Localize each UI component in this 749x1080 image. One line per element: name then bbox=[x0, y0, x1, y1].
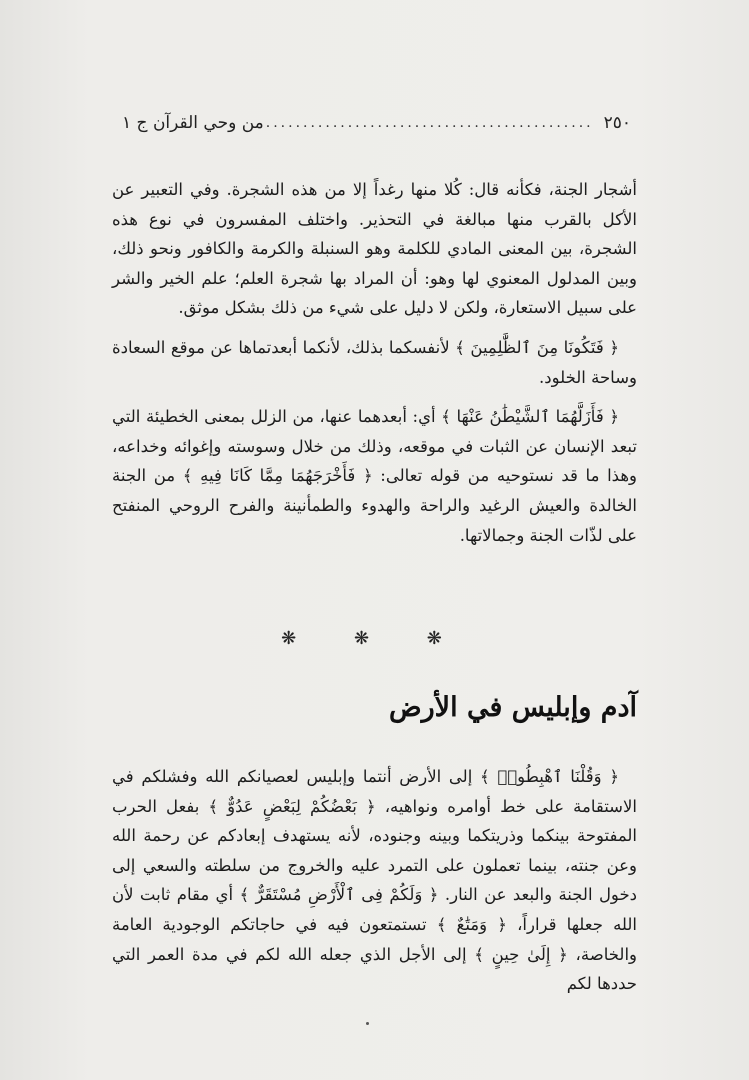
book-title: من وحي القرآن ج ١ bbox=[122, 113, 264, 133]
paragraph-tree-interpretation: أشجار الجنة، فكأنه قال: كُلا منها رغداً إلا من هذه الشجرة. وفي التعبير عن الأكل بالقرب منها مبالغة في التحذير. واختلف المفسرون في نوع هذه الشجرة، بين المعنى المادي للكلمة وهو السنبلة والكرمة والكافور ونحو ذلك، وبين المدلول المعنوي لها وهو: أن المراد بها شجرة العلم؛ علم الخير والشر على سبيل الاستعارة، ولكن لا دليل على شيء من ذلك بشكل موثق. bbox=[112, 180, 637, 318]
paragraph-wrongdoers: ﴿ فَتَكُونَا مِنَ ٱلظَّٰلِمِينَ ﴾ لأنفسكما بذلك، لأنكما أبعدتماها عن موقع السعادة وساحة الخلود. bbox=[112, 337, 637, 387]
running-header bbox=[122, 108, 631, 138]
header-dot-leader: ............................................ bbox=[265, 115, 594, 131]
section-body bbox=[112, 762, 637, 999]
body-text bbox=[112, 175, 637, 550]
page-number: ٢٥٠ bbox=[603, 113, 631, 133]
paragraph-descent: ﴿ وَقُلْنَا ٱهْبِطُوا۟ ﴾ إلى الأرض أنتما وإبليس لعصيانكم الله وفشلكم في الاستقامة على خط أوامره ونواهيه، ﴿ بَعْضُكُمْ لِبَعْضٍ عَدُوٌّ ﴾ بفعل الحرب المفتوحة بينكما وذريتكما وبينه وجنوده، لأنه يستهدف إبعادكم عن رحمة الله وعن جنته، بينما تعملون على التمرد عليه والخروج من سلطته والسعي إلى دخول الجنة والبعد عن النار. ﴿ وَلَكُمْ فِى ٱلْأَرْضِ مُسْتَقَرٌّ ﴾ أي مقام ثابت لأن الله جعلها قراراً، ﴿ وَمَتَٰعٌ ﴾ تستمتعون فيه في حاجاتكم الوجودية العامة والخاصة، ﴿ إِلَىٰ حِينٍ ﴾ إلى الأجل الذي جعله الله لكم في مدة العمر التي حددها لكم bbox=[112, 767, 637, 994]
paragraph-satan-slip: ﴿ فَأَزَلَّهُمَا ٱلشَّيْطَٰنُ عَنْهَا ﴾ أي: أبعدهما عنها، من الزلل بمعنى الخطيئة التي تبعد الإنسان عن الثبات في موقعه، وذلك من خلال وسوسته وإغوائه وخداعه، وهذا ما قد نستوحيه من قوله تعالى: ﴿ فَأَخْرَجَهُمَا مِمَّا كَانَا فِيهِ ﴾ من الجنة الخالدة والعيش الرغيد والراحة والهدوء والطمأنينة والفرح الروحي المنفتح على لذّات الجنة وجمالاتها. bbox=[112, 407, 637, 545]
page-mark-dot bbox=[366, 1022, 369, 1025]
section-separator: ❋ ❋ ❋ bbox=[281, 628, 468, 649]
section-heading: آدم وإبليس في الأرض bbox=[389, 692, 637, 723]
